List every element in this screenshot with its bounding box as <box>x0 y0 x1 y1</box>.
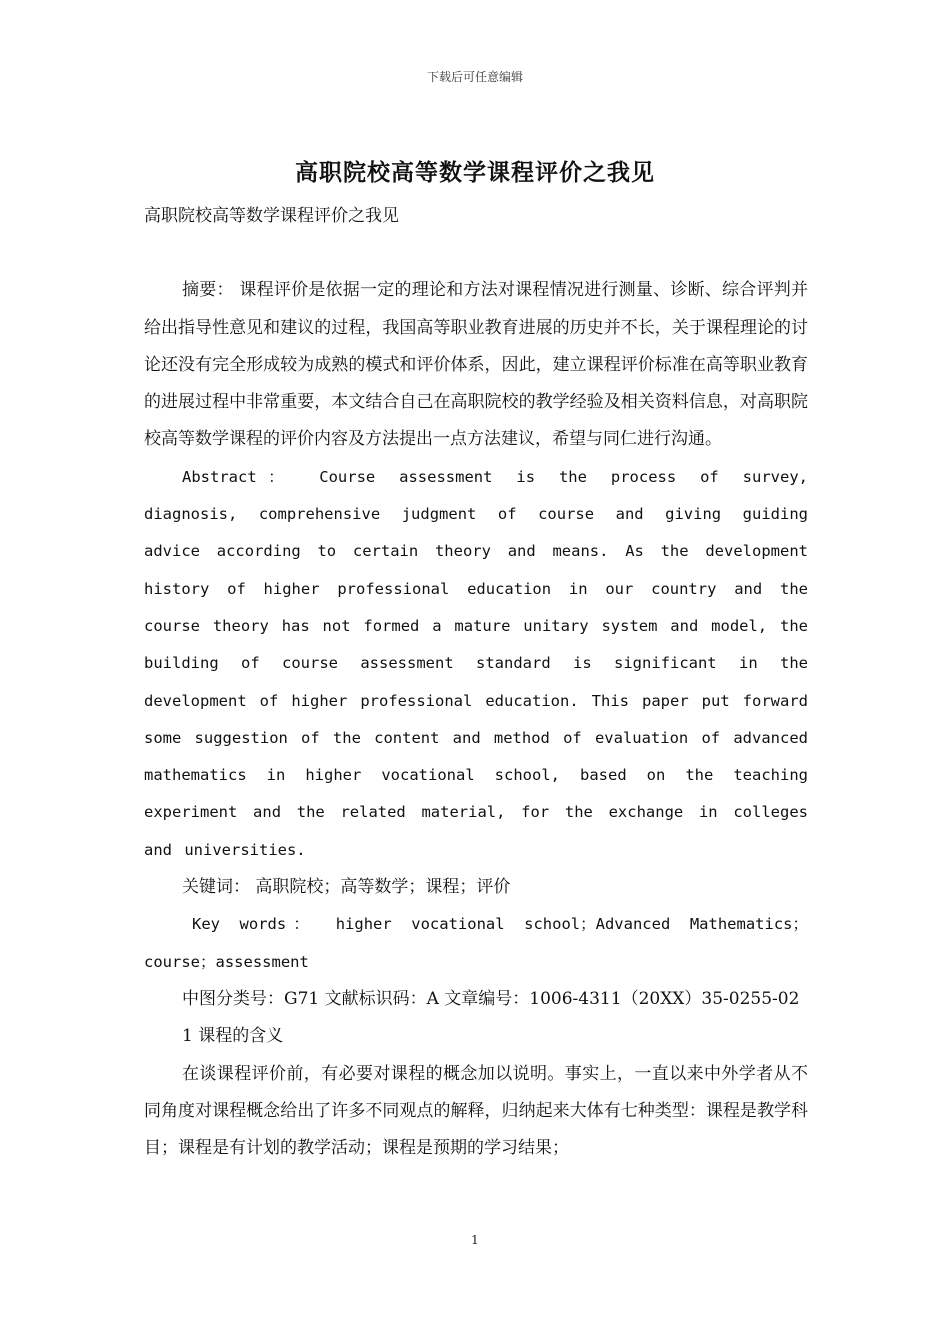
keywords-cn <box>144 869 808 906</box>
abstract-en-label: Abstract： <box>182 467 296 486</box>
keywords-en-text: higher vocational school；Advanced Mathematics；course；assessment <box>144 915 808 971</box>
section-paragraph: 在谈课程评价前，有必要对课程的概念加以说明。事实上，一直以来中外学者从不同角度对课程概念给出了许多不同观点的解释，归纳起来大体有七种类型：课程是教学科目；课程是有计划的教学活动；课程是预期的学习结果； <box>144 1063 808 1159</box>
keywords-en-label: Key words： <box>192 915 317 934</box>
document-title: 高职院校高等数学课程评价之我见 <box>295 159 655 186</box>
document-body <box>144 198 808 1167</box>
abstract-cn-label: 摘要： <box>182 280 234 301</box>
keywords-en <box>144 906 808 981</box>
document-subtitle: 高职院校高等数学课程评价之我见 <box>144 206 399 226</box>
classification-line: 中图分类号：G71 文献标识码：A 文章编号：1006-4311（20XX）35-0255-02 <box>182 988 800 1009</box>
abstract-en <box>144 459 808 869</box>
header-note: 下载后可任意编辑 <box>426 70 523 84</box>
page-number: 1 <box>471 1233 479 1247</box>
abstract-cn-text: 课程评价是依据一定的理论和方法对课程情况进行测量、诊断、综合评判并给出指导性意见和建议的过程，我国高等职业教育进展的历史并不长，关于课程理论的讨论还没有完全形成较为成熟的模式和评价体系，因此，建立课程评价标准在高等职业教育的进展过程中非常重要，本文结合自己在高职院校的教学经验及相关资料信息，对高职院校高等数学课程的评价内容及方法提出一点方法建议，希望与同仁进行沟通。 <box>144 280 808 450</box>
keywords-cn-label: 关键词： <box>182 877 250 898</box>
keywords-cn-text: 高职院校；高等数学；课程；评价 <box>250 877 511 898</box>
abstract-cn <box>144 272 808 458</box>
section-heading: 1 课程的含义 <box>182 1026 284 1047</box>
abstract-en-text: Course assessment is the process of survey, diagnosis, comprehensive judgment of course and giving guiding advice according to certain theory and means. As the development history of higher professional education in our country and the course theory has not formed a mature unitary system and model, the building of course assessment standard is significant in the development of higher professional education. This paper put forward some suggestion of the content and method of evaluation of advanced mathematics in higher vocational school, based on the teaching experiment and the related material, for the exchange in colleges and universities. <box>144 467 808 859</box>
